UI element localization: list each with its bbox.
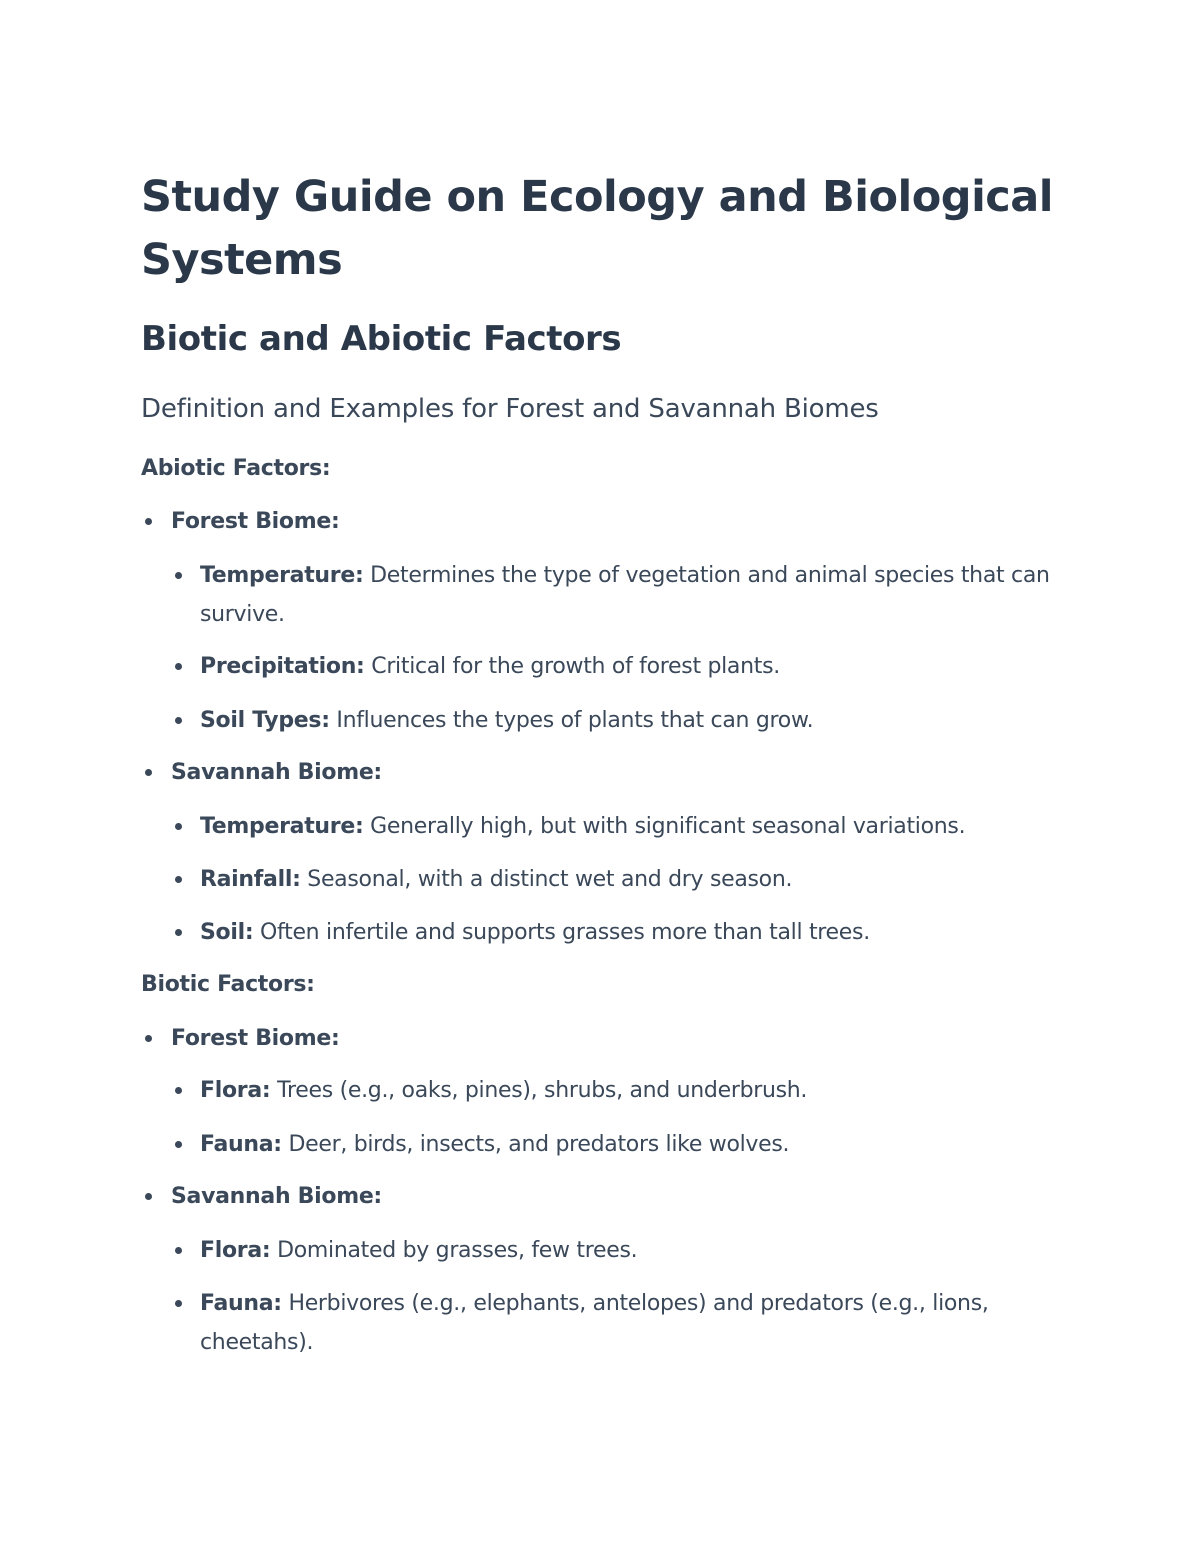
abiotic-savannah-soil-item: [200, 913, 1060, 952]
list-item-text: Herbivores (e.g., elephants, antelopes) and predators (e.g., lions, cheetahs).: [200, 1291, 989, 1355]
biotic-forest-flora-item: [200, 1071, 1060, 1110]
list-item-term: Temperature:: [200, 814, 364, 839]
list-item-text: Dominated by grasses, few trees.: [270, 1238, 638, 1263]
list-item-text: Trees (e.g., oaks, pines), shrubs, and underbrush.: [270, 1078, 808, 1103]
abiotic-forest-biome-item: Forest Biome:: [171, 502, 339, 541]
list-item-term: Soil Types:: [200, 708, 330, 733]
biotic-savannah-fauna-item: [200, 1284, 1060, 1362]
list-item-term: Soil:: [200, 920, 254, 945]
list-item-term: Rainfall:: [200, 867, 301, 892]
list-item-text: Critical for the growth of forest plants.: [364, 654, 780, 679]
list-item-term: Fauna:: [200, 1291, 282, 1316]
list-item-text: Deer, birds, insects, and predators like wolves.: [281, 1132, 790, 1157]
list-item-text: Seasonal, with a distinct wet and dry season.: [300, 867, 793, 892]
abiotic-savannah-temperature-item: [200, 807, 1060, 846]
biotic-factors-label: Biotic Factors:: [141, 972, 315, 997]
list-item-term: Precipitation:: [200, 654, 365, 679]
list-item-text: Determines the type of vegetation and animal species that can survive.: [200, 563, 1050, 627]
list-item-term: Flora:: [200, 1078, 271, 1103]
list-item-text: Generally high, but with significant seasonal variations.: [363, 814, 966, 839]
biotic-forest-biome-item: Forest Biome:: [171, 1019, 339, 1058]
biotic-forest-fauna-item: [200, 1125, 1060, 1164]
biotic-savannah-biome-item: Savannah Biome:: [171, 1177, 382, 1216]
biotic-savannah-flora-item: [200, 1231, 1060, 1270]
section-subheading: Definition and Examples for Forest and Savannah Biomes: [141, 394, 879, 424]
abiotic-factors-label: Abiotic Factors:: [141, 456, 331, 481]
abiotic-forest-soil-types-item: [200, 701, 1060, 740]
abiotic-forest-temperature-item: [200, 556, 1060, 634]
list-item-text: Often infertile and supports grasses more than tall trees.: [253, 920, 870, 945]
list-item-term: Temperature:: [200, 563, 364, 588]
document-title: Study Guide on Ecology and Biological Systems: [141, 172, 1054, 285]
list-item-text: Influences the types of plants that can grow.: [329, 708, 814, 733]
abiotic-forest-precipitation-item: [200, 647, 1060, 686]
section-heading: Biotic and Abiotic Factors: [141, 319, 622, 359]
list-item-term: Flora:: [200, 1238, 271, 1263]
abiotic-savannah-biome-item: Savannah Biome:: [171, 753, 382, 792]
abiotic-savannah-rainfall-item: [200, 860, 1060, 899]
list-item-term: Fauna:: [200, 1132, 282, 1157]
